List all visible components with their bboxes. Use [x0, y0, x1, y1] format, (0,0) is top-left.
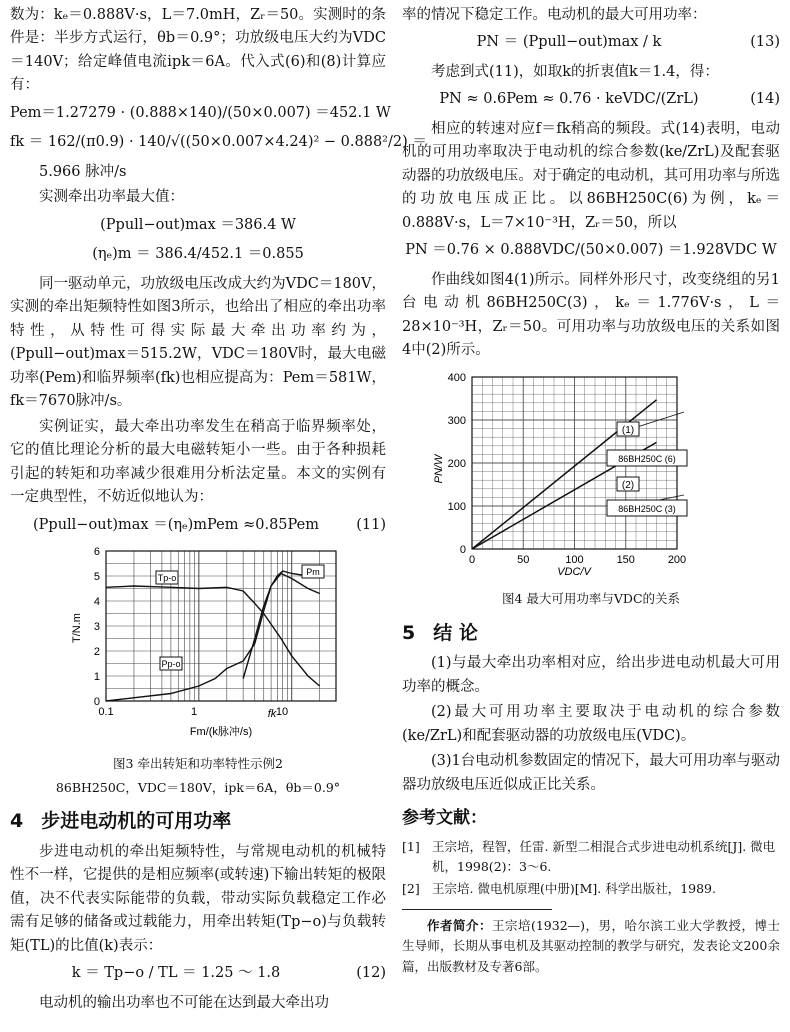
- paragraph: 相应的转速对应f＝fk稍高的频段。式(14)表明，电动机的可用功率取决于电动机的综合参数(ke/ZrL)及配套驱动器的功放级电压。对于确定的电动机，其可用功率与所选的功放电压成正比。以86BH250C(6)为例，kₑ＝0.888V·s，L＝7×10⁻³H，Zᵣ＝50，所以: [402, 120, 780, 231]
- y-tick-label: 300: [447, 414, 466, 427]
- equation-eta: (ηₑ)m ＝ 386.4/452.1 ＝0.855: [92, 246, 304, 263]
- equation-12: [10, 962, 386, 985]
- equation-14: [402, 88, 780, 111]
- x-tick-label: 0.1: [98, 706, 114, 719]
- equation-fk: fk ＝ 162/(π0.9) · 140/√((50×0.007×4.24)² − 0.888²/2) ＝: [10, 134, 427, 151]
- y-tick-label: 0: [459, 543, 466, 556]
- label-1: (1): [621, 424, 635, 436]
- section-number: 5: [402, 621, 416, 644]
- equation-number: (11): [356, 516, 386, 533]
- figure-3-caption: 图3 牵出转矩和功率特性示例2: [113, 755, 283, 771]
- equation-body: (Ppull−out)max ＝(ηₑ)mPem ≈0.85Pem: [33, 516, 319, 533]
- reference-text: 王宗培. 微电机原理(中册)[M]. 科学出版社，1989.: [432, 880, 716, 896]
- y-tick-label: 200: [447, 457, 466, 470]
- paragraph: 作曲线如图4(1)所示。同样外形尺寸，改变绕组的另1台电动机86BH250C(3)，kₑ＝1.776V·s，L＝28×10⁻³H，Zᵣ＝50。可用功率与功放级电压的关系如图4中(2)所示。: [402, 271, 780, 359]
- paragraph: 实例证实，最大牵出功率发生在稍高于临界频率处，它的值比理论分析的最大电磁转矩小一些。由于各种损耗引起的转矩和功率减少很难用分析法定量。本文的实例有一定典型性，不妨近似地认为：: [10, 418, 386, 506]
- figure-3-y-ticks: [94, 546, 100, 708]
- figure-3-x-label: Fm/(k脉冲/s): [189, 726, 253, 739]
- x-tick-label: 10: [275, 706, 289, 719]
- equation-number: (13): [750, 34, 780, 51]
- paragraph: 电动机的输出功率也不可能在达到最大牵出功: [39, 994, 329, 1011]
- paragraph: 实测牵出功率最大值：: [39, 189, 184, 206]
- equation-pem: Pem＝1.27279 · (0.888×140)/(50×0.007) ＝452.1 W: [10, 104, 391, 121]
- x-tick-label: 1: [190, 706, 198, 719]
- label-tpo: Tp-o: [157, 573, 177, 584]
- section-5-heading: [402, 618, 780, 649]
- figure-3-subcaption: 86BH250C，VDC＝180V，ipk＝6A，θb＝0.9°: [55, 779, 341, 795]
- y-tick-label: 6: [93, 546, 100, 559]
- equation-body: PN ＝ (Ppull−out)max / k: [476, 34, 662, 51]
- reference-number: [2]: [402, 880, 420, 896]
- conclusion-item: (1)与最大牵出功率相对应，给出步进电动机最大可用功率的概念。: [402, 655, 780, 695]
- paragraph: 数为：kₑ＝0.888V·s，L＝7.0mH，Zᵣ＝50。实测时的条件是：半步方式运行，θb＝0.9°；功放级电压大约为VDC＝140V；给定峰值电流ipk＝6A。代入式(6)和(8)计算应有：: [10, 7, 386, 94]
- footnote-rule: [402, 909, 552, 910]
- y-tick-label: 1: [93, 671, 100, 684]
- y-tick-label: 4: [93, 596, 100, 609]
- paragraph: 同一驱动单元，功放级电压改成大约为VDC＝180V，实测的牵出矩频特性如图3所示，也给出了相应的牵出功率特性，从特性可得实际最大牵出功率约为，(Ppull−out)max＝515.2W，VDC＝180V时，最大电磁功率(Pem)和临界频率(fk)也相应提高为：Pem＝581W，fk＝7670脉冲/s。: [10, 275, 386, 410]
- equation-ppo: (Ppull−out)max ＝386.4 W: [100, 216, 296, 233]
- figure-4-ticks: [448, 372, 687, 566]
- y-tick-label: 3: [93, 621, 100, 634]
- x-tick-label: 100: [565, 553, 584, 566]
- x-tick-label: 0: [468, 553, 476, 566]
- equation-number: (14): [750, 91, 780, 108]
- references-heading: 参考文献：: [402, 808, 487, 829]
- reference-item: [402, 879, 780, 899]
- conclusion-item: (2)最大可用功率主要取决于电动机的综合参数(ke/ZrL)和配套驱动器的功放级电压(VDC)。: [402, 704, 780, 744]
- section-title: 结 论: [433, 621, 478, 644]
- reference-number: [1]: [402, 838, 420, 854]
- y-tick-label: 400: [447, 371, 466, 384]
- x-tick-label: 50: [517, 553, 530, 566]
- paragraph: 率的情况下稳定工作。电动机的最大可用功率：: [402, 7, 707, 23]
- section-title: 步进电动机的可用功率: [41, 810, 232, 833]
- equation-pn: PN ＝0.76 × 0.888VDC/(50×0.007) ＝1.928VDC W: [405, 242, 777, 259]
- equation-13: [402, 31, 780, 54]
- equation-body: k ＝ Tp−o / TL ＝ 1.25 ～ 1.8: [71, 965, 281, 982]
- figure-4-y-label: PN/W: [433, 454, 445, 484]
- label-pm: Pm: [306, 567, 320, 578]
- figure-4-caption: 图4 最大可用功率与VDC的关系: [501, 591, 681, 607]
- x-tick-label: 150: [616, 553, 635, 566]
- right-column: [402, 4, 780, 978]
- author-bio-heading: 作者简介：: [427, 917, 492, 933]
- reference-item: [402, 837, 780, 877]
- figure-4-x-label: VDC/V: [557, 565, 591, 578]
- left-column: [10, 4, 427, 1017]
- paragraph: 步进电动机的牵出矩频特性，与常规电动机的机械特性不一样，它提供的是相应频率(或转速)下输出转矩的极限值，决不代表实际能带的负载，带动实际负载稳定工作必需有足够的储备或过载能力，用牵出转矩(Tp−o)与负载转矩(TL)的比值(k)表示：: [10, 843, 386, 954]
- author-bio: [402, 916, 780, 978]
- y-tick-label: 100: [447, 500, 466, 513]
- y-tick-label: 5: [93, 571, 100, 584]
- figure-4-chart: [402, 365, 780, 579]
- label-2: (2): [621, 479, 635, 491]
- figure-3-chart: [10, 543, 386, 743]
- section-number: 4: [10, 810, 24, 833]
- author-bio-text: 王宗培(1932—)，男，哈尔滨工业大学教授，博士生导师，长期从事电机及其驱动控制的教学与研究，发表论文200余篇，出版教材及专著6部。: [402, 917, 780, 974]
- conclusion-item: (3)1台电动机参数固定的情况下，最大可用功率与驱动器功放级电压近似成正比关系。: [402, 753, 780, 793]
- x-tick-label: 200: [667, 553, 687, 566]
- equation-number: (12): [356, 965, 386, 982]
- equation-body: PN ≈ 0.6Pem ≈ 0.76 · keVDC/(ZrL): [439, 91, 699, 108]
- y-tick-label: 2: [93, 646, 100, 659]
- y-tick-label: 0: [93, 696, 100, 709]
- figure-3-y-label: T/N.m: [71, 613, 83, 644]
- section-4-heading: [10, 806, 386, 837]
- equation-fk-result: 5.966 脉冲/s: [39, 163, 127, 180]
- reference-text: 王宗培，程智，任雷. 新型二相混合式步进电动机系统[J]. 微电机，1998(2)：3～6.: [432, 838, 776, 874]
- equation-11: [10, 514, 386, 537]
- label-ppo: Pp-o: [161, 659, 181, 670]
- fk-tick-label: fk: [267, 708, 277, 721]
- motor-label-2: 86BH250C (3): [618, 503, 676, 514]
- motor-label-1: 86BH250C (6): [618, 453, 676, 464]
- paragraph: 考虑到式(11)，如取k的折衷值k＝1.4，得：: [431, 63, 719, 80]
